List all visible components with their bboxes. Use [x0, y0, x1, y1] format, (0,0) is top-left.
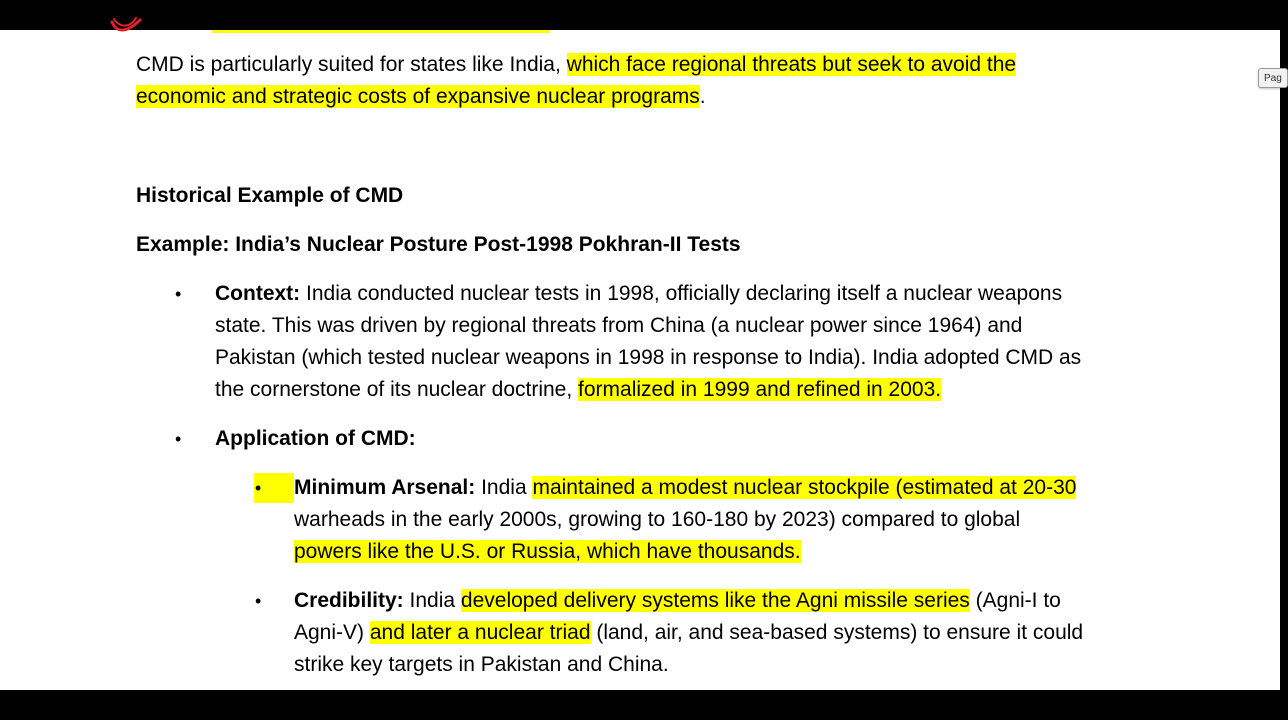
credibility-text-2: (Agni-I to — [969, 589, 1061, 612]
minimum-arsenal-line-2: warheads in the early 2000s, growing to 160-180 by 2023) compared to global — [294, 508, 1021, 531]
letterbox-bottom — [0, 690, 1280, 720]
list-item-context — [215, 278, 1135, 406]
example-heading: Example: India’s Nuclear Posture Post-1998 Pokhran-II Tests — [136, 233, 741, 256]
highlight-fragment-top — [212, 30, 550, 33]
credibility-highlight-2: and later a nuclear triad — [369, 621, 591, 644]
credibility-text-1: India — [403, 589, 461, 612]
credibility-label: Credibility: — [294, 589, 404, 612]
intro-paragraph — [136, 49, 1136, 113]
bullet-credibility: • — [255, 591, 262, 611]
document-page — [0, 30, 1280, 690]
letterbox-top — [0, 0, 1280, 30]
intro-line-1 — [136, 49, 1136, 81]
bullet-context: • — [175, 284, 182, 304]
page-tab-peek[interactable]: Pag — [1258, 68, 1288, 88]
minimum-arsenal-highlight-1: maintained a modest nuclear stockpile (estimated at 20-30 — [532, 476, 1077, 499]
context-label: Context: — [215, 282, 301, 305]
bullet-application: • — [175, 429, 182, 449]
credibility-line-3: strike key targets in Pakistan and China. — [294, 653, 669, 676]
context-highlight: formalized in 1999 and refined in 2003. — [578, 378, 942, 401]
intro-highlight-2: economic and strategic costs of expansive nuclear programs — [136, 85, 700, 108]
minimum-arsenal-text: India — [475, 476, 533, 499]
context-line-3: Pakistan (which tested nuclear weapons in 1998 in response to India). India adopted CMD as — [215, 346, 1082, 369]
bullet-minimum-arsenal: • — [255, 478, 262, 498]
intro-text: CMD is particularly suited for states like India, — [136, 53, 567, 76]
context-line-4: the cornerstone of its nuclear doctrine, — [215, 378, 579, 401]
context-line-1: India conducted nuclear tests in 1998, officially declaring itself a nuclear weapons — [300, 282, 1063, 305]
intro-end: . — [699, 85, 706, 108]
intro-line-2 — [136, 81, 1136, 113]
minimum-arsenal-label: Minimum Arsenal: — [294, 476, 476, 499]
red-ink-annotation-icon — [110, 16, 144, 38]
credibility-line-2: Agni-V) — [294, 621, 370, 644]
section-heading: Historical Example of CMD — [136, 184, 404, 207]
list-item-credibility — [294, 585, 1134, 681]
context-line-2: state. This was driven by regional threats from China (a nuclear power since 1964) and — [215, 314, 1023, 337]
list-item-minimum-arsenal — [294, 472, 1134, 568]
minimum-arsenal-highlight-2: powers like the U.S. or Russia, which have thousands. — [294, 540, 801, 563]
credibility-highlight-1: developed delivery systems like the Agni missile series — [460, 589, 970, 612]
application-label: Application of CMD: — [215, 427, 416, 450]
intro-highlight-1: which face regional threats but seek to avoid the — [566, 53, 1017, 76]
credibility-line-2-end: (land, air, and sea-based systems) to ensure it could — [590, 621, 1084, 644]
